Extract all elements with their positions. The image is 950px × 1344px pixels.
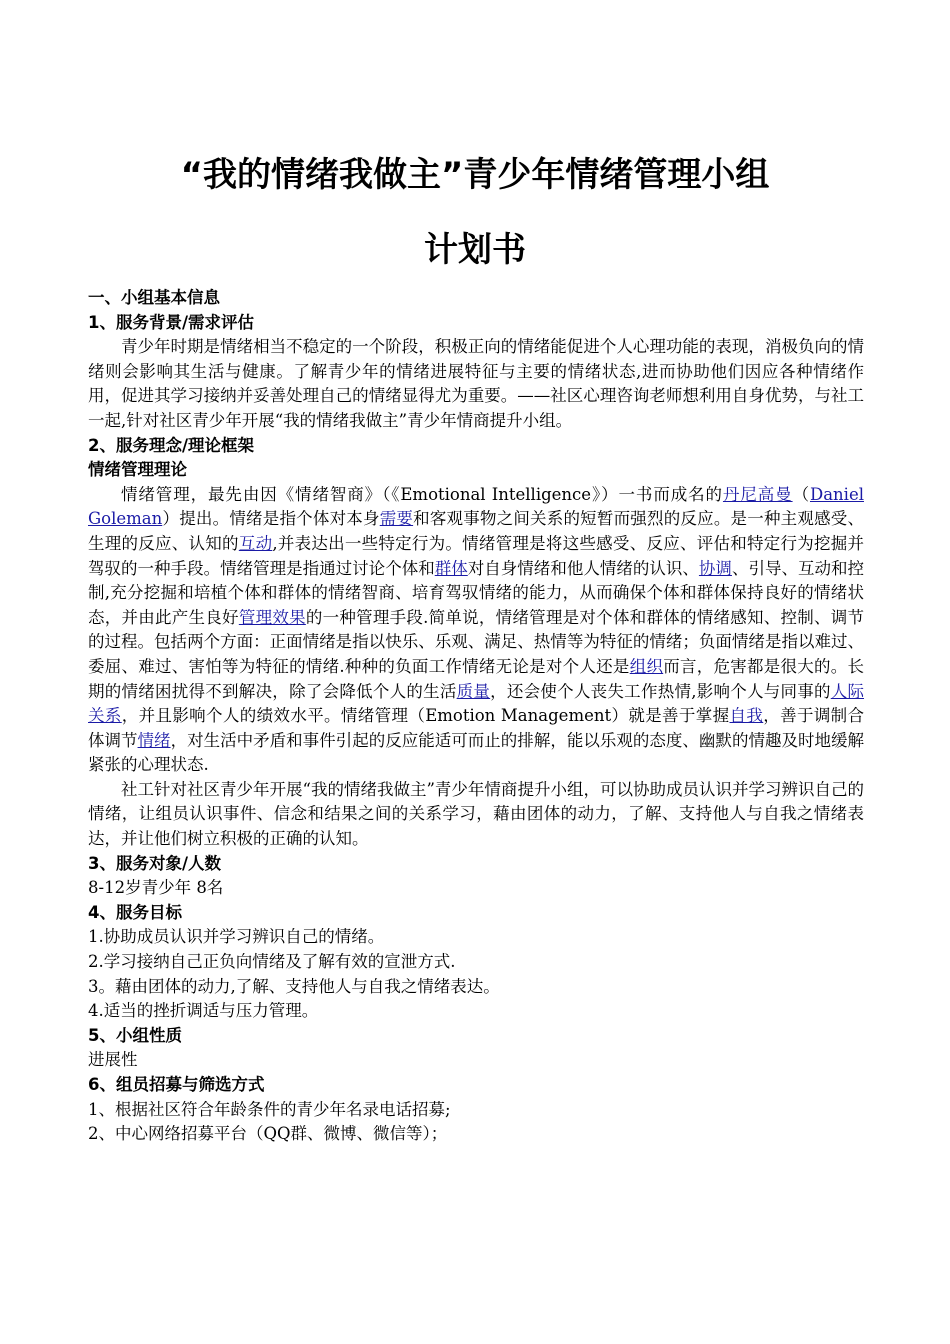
heading-emotion-management-theory: 情绪管理理论 <box>88 460 187 480</box>
text-segment: ，对生活中矛盾和事件引起的反应能适可而止的排解，能以乐观的态度、幽默的情趣及时地缓解紧张的心理状态. <box>88 730 865 775</box>
text-segment: 和客观事物之间关系的短暂而强烈的反应。是一种主观感受、生理的反应、认知的 <box>88 509 865 553</box>
section-heading-basic-info: 一、小组基本信息 <box>88 288 220 307</box>
document-subtitle: 计划书 <box>424 230 526 270</box>
paragraph-background: 青少年时期是情绪相当不稳定的一个阶段，积极正向的情绪能促进个人心理功能的表现，消极负向的情绪则会影响其生活与健康。了解青少年的情绪进展特征与主要的情绪状态,进而协助他们因应各种情绪作用，促进其学习接纳并妥善处理自己的情绪显得尤为重要。——社区心理咨询老师想利用自身优势，与社工一起,针对社区青少年开展“我的情绪我做主”青少年情商提升小组。 <box>88 337 864 430</box>
link-daniel-goleman-cn[interactable]: 丹尼高曼 <box>722 484 793 504</box>
text-segment: ，还会使个人丧失工作热情,影响个人与同事的 <box>490 681 831 701</box>
heading-target: 3、服务对象/人数 <box>88 853 222 873</box>
goal-item: 4.适当的挫折调适与压力管理。 <box>88 1001 319 1021</box>
link-coordination[interactable]: 协调 <box>698 558 732 578</box>
text-segment: 对自身情绪和他人情绪的认识、 <box>467 558 699 578</box>
text-segment: 而言，危害都是很大的。长期的情绪困扰得不到解决，除了会降低个人的生活 <box>88 656 865 701</box>
heading-theory: 2、服务理念/理论框架 <box>88 435 255 455</box>
document-title: “我的情绪我做主”青少年情绪管理小组 <box>180 155 770 195</box>
link-management-effect[interactable]: 管理效果 <box>238 607 306 627</box>
heading-background: 1、服务背景/需求评估 <box>88 312 255 332</box>
link-daniel-goleman[interactable]: Daniel Goleman <box>88 484 864 529</box>
link-organization[interactable]: 组织 <box>629 656 664 676</box>
recruitment-item: 1、根据社区符合年龄条件的青少年名录电话招募; <box>88 1099 451 1119</box>
link-group[interactable]: 群体 <box>434 558 468 578</box>
document-body <box>88 286 864 1147</box>
text-segment: ，并且影响个人的绩效水平。情绪管理（Emotion Management）就是善于掌握 <box>121 706 730 726</box>
text-segment: ）提出。情绪是指个体对本身 <box>162 509 380 529</box>
text-segment: （ <box>792 484 810 504</box>
goal-item: 1.协助成员认识并学习辨识自己的情绪。 <box>88 927 385 947</box>
text-segment: 情绪管理，最先由因《情绪智商》（《Emotional Intelligence》）一书而成名的 <box>121 484 723 504</box>
text-segment: 的一种管理手段.简单说，情绪管理是对个体和群体的情绪感知、控制、调节的过程。包括两个方面：正面情绪是指以快乐、乐观、满足、热情等为特征的情绪；负面情绪是指以难过、委屈、难过、害怕等为特征的情绪.种种的负面工作情绪无论是对个人还是 <box>88 607 865 676</box>
target-text: 8-12岁青少年 8名 <box>88 878 224 898</box>
recruitment-item: 2、中心网络招募平台（QQ群、微博、微信等）； <box>88 1124 448 1144</box>
nature-text: 进展性 <box>88 1050 138 1070</box>
goal-item: 3。藉由团体的动力,了解、支持他人与自我之情绪表达。 <box>88 976 500 996</box>
text-segment: ,并表达出一些特定行为。情绪管理是将这些感受、反应、评估和特定行为挖掘并驾驭的一种手段。情绪管理是指通过讨论个体和 <box>88 533 865 578</box>
heading-recruitment: 6、组员招募与筛选方式 <box>88 1075 265 1094</box>
heading-nature: 5、小组性质 <box>88 1025 182 1045</box>
link-self[interactable]: 自我 <box>729 706 764 726</box>
link-quality[interactable]: 质量 <box>456 681 491 701</box>
goal-item: 2.学习接纳自己正负向情绪及了解有效的宣泄方式. <box>88 952 456 972</box>
link-interaction[interactable]: 互动 <box>238 533 273 553</box>
link-emotion[interactable]: 情绪 <box>137 730 171 750</box>
link-interpersonal[interactable]: 人际关系 <box>88 681 865 726</box>
paragraph-theory <box>88 483 864 778</box>
text-segment: ，善于调制合体调节 <box>88 706 865 750</box>
paragraph-social-work: 社工针对社区青少年开展“我的情绪我做主”青少年情商提升小组，可以协助成员认识并学习辨识自己的情绪，让组员认识事件、信念和结果之间的关系学习，藉由团体的动力，了解、支持他人与自我之情绪表达，并让他们树立积极的正确的认知。 <box>88 779 864 849</box>
link-need[interactable]: 需要 <box>379 509 414 529</box>
heading-goals: 4、服务目标 <box>88 902 182 922</box>
text-segment: 、引导、互动和控制,充分挖掘和培植个体和群体的情绪智商、培育驾驭情绪的能力，从而确保个体和群体保持良好的情绪状态，并由此产生良好 <box>88 558 865 627</box>
